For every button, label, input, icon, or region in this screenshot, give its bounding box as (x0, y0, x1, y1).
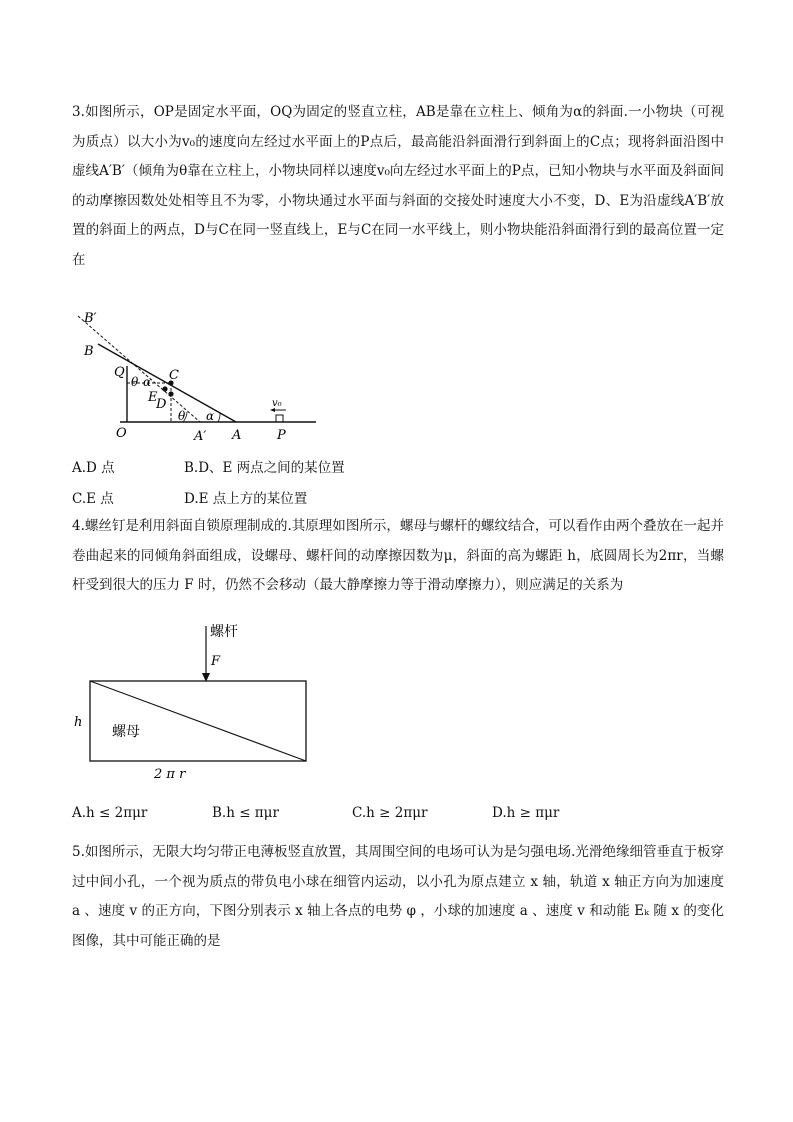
label-a: A (232, 428, 242, 443)
q4-option-a: A.h ≤ 2πμr (72, 805, 148, 821)
label-v0: v₀ (272, 398, 282, 409)
block-p (276, 415, 283, 422)
label-theta-bottom: θ (178, 409, 186, 423)
q4-figure (68, 616, 318, 786)
point-d (168, 391, 173, 396)
label-e: E (148, 390, 158, 405)
q4-text: 4.螺丝钉是利用斜面自锁原理制成的.其原理如图所示，螺母与螺杆的螺纹结合，可以看作由两个叠放在一起并卷曲起来的同倾角斜面组成，设螺母、螺杆间的动摩擦因数为μ，斜面的高为螺距 h，底圆周长为2πr，当螺杆受到很大的压力 F 时，仍然不会移动（最大静摩擦力等于滑动摩擦力），则应满足的关系为 (72, 518, 724, 593)
q5-text: 5.如图所示，无限大均匀带正电薄板竖直放置，其周围空间的电场可认为是匀强电场.光滑绝缘细管垂直于板穿过中间小孔，一个视为质点的带负电小球在细管内运动，以小孔为原点建立 x 轴，轨道 x 轴正方向为加速度 a 、速度 v 的正方向，下图分别表示 x 轴上各点的电势 φ ，小球的加速度 a 、速度 v 和动能 Eₖ 随 x 的变化图像，其中可能正确的是 (72, 844, 724, 949)
q4-option-d: D.h ≥ πμr (492, 805, 560, 821)
label-alpha-bottom: α (206, 409, 215, 423)
q3-option-b: B.D、E 两点之间的某位置 (184, 460, 345, 476)
label-force: F (211, 654, 221, 669)
label-theta-top: θ (131, 375, 139, 389)
label-alpha-top: α (143, 375, 152, 389)
q4-option-c: C.h ≥ 2πμr (352, 805, 428, 821)
label-circumference: 2 π r (154, 767, 186, 782)
q3-option-c: C.E 点 (72, 491, 114, 507)
label-screw: 螺杆 (210, 624, 238, 640)
label-p: P (277, 428, 286, 443)
q4-option-b: B.h ≤ πμr (212, 805, 279, 821)
point-e (162, 386, 167, 391)
q3-option-d: D.E 点上方的某位置 (184, 491, 308, 507)
label-q: Q (114, 365, 125, 380)
label-b-prime: B′ (84, 311, 97, 326)
label-a-prime: A′ (194, 429, 207, 444)
label-d: D (156, 397, 167, 412)
q3-option-a: A.D 点 (72, 460, 115, 476)
q3-figure (70, 306, 330, 446)
label-b: B (84, 344, 94, 359)
label-nut: 螺母 (112, 724, 140, 740)
label-h: h (74, 715, 83, 730)
label-c: C (169, 368, 179, 383)
label-o: O (116, 426, 127, 441)
q3-text: 3.如图所示，OP是固定水平面，OQ为固定的竖直立柱，AB是靠在立柱上、倾角为α的斜面.一小物块（可视为质点）以大小为v₀的速度向左经过水平面上的P点后，最高能沿斜面滑行到斜面上的C点；现将斜面沿图中虚线A′B′（倾角为θ靠在立柱上，小物块同样以速度v₀向左经过水平面上的P点，已知小物块与水平面及斜面间的动摩擦因数处处相等且不为零，小物块通过水平面与斜面的交接处时速度大小不变，D、E为沿虚线A′B′放置的斜面上的两点，D与C在同一竖直线上，E与C在同一水平线上，则小物块能沿斜面滑行到的最高位置一定在 (72, 104, 724, 268)
